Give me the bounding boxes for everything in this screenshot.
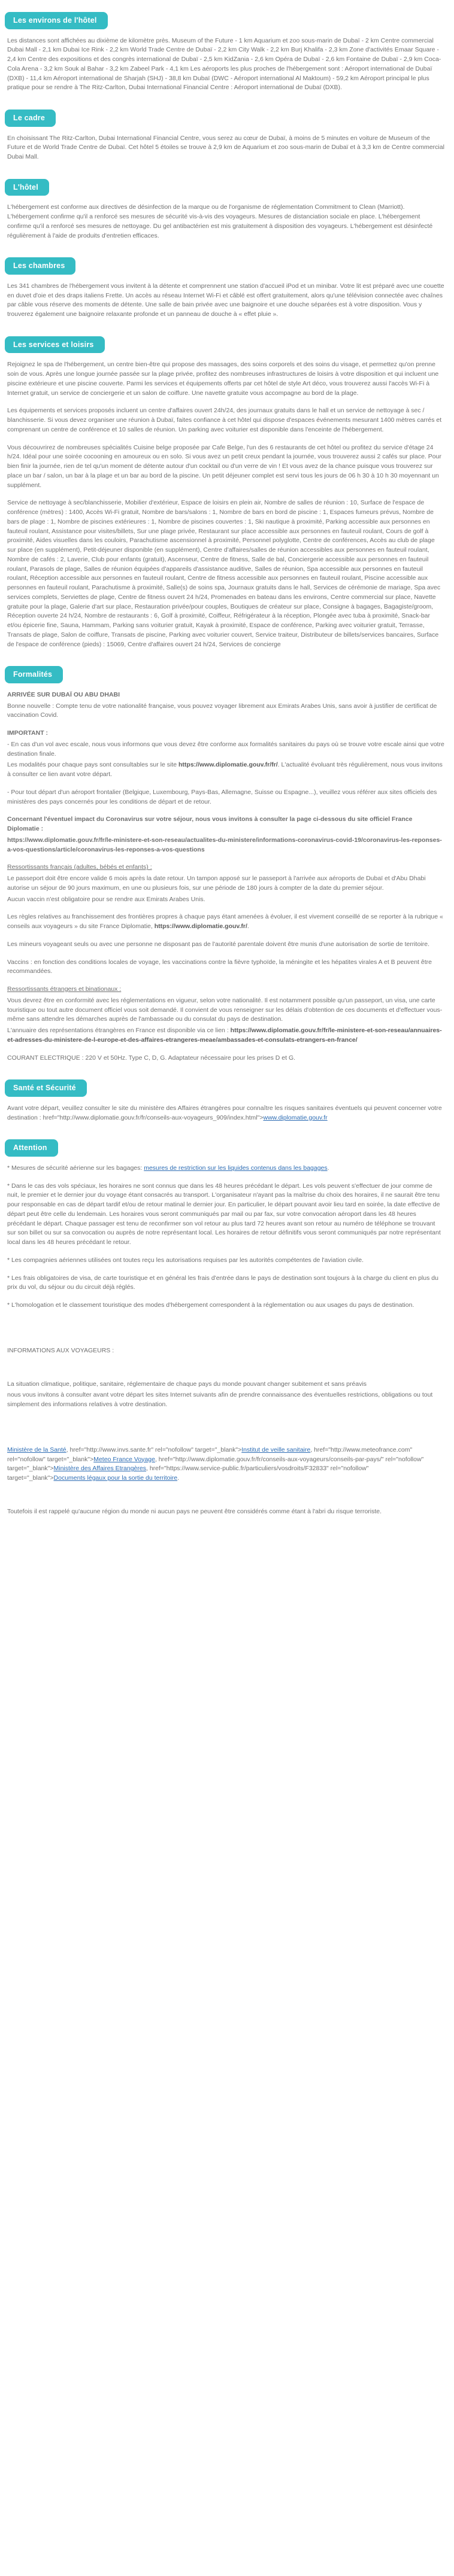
- formalites-aeroport-frontalier-text: - Pour tout départ d'un aéroport frontalier (Belgique, Luxembourg, Pays-Bas, Allemagne, Suisse ou Espagne...), veuillez vous référer aux sites officiels des ministères des pays concernés pour les conditions de départ et de retour.: [7, 788, 437, 805]
- section-header-attention: Attention: [5, 1139, 58, 1157]
- section-hotel: [5, 175, 447, 241]
- attention-frais-text: * Les frais obligatoires de visa, de carte touristique et en général les frais d'entrée dans le pays de destination sont toujours à la charge du client en plus du prix du vol, du séjour ou du circuit déjà réglés.: [7, 1274, 438, 1291]
- text-link[interactable]: Institut de veille sanitaire: [241, 1446, 311, 1453]
- text-link[interactable]: Ministère de la Santé: [7, 1446, 66, 1453]
- formalites-arrivee-text: Bonne nouvelle : Compte tenu de votre nationalité française, vous pouvez voyager librement aux Emirats Arabes Unis, sans avoir à justifier de certificat de vaccination Covid.: [7, 702, 437, 719]
- formalites-vaccin-text: Aucun vaccin n'est obligatoire pour se rendre aux Emirats Arabes Unis.: [7, 895, 205, 903]
- section-header-cadre: Le cadre: [5, 110, 56, 127]
- formalites-mineurs-text: Les mineurs voyageant seuls ou avec une personne ne disposant pas de l'autorité parentale doivent être munis d'une autorisation de sortie de territoire.: [7, 940, 430, 948]
- formalites-frontieres-text: Les règles relatives au franchissement des frontières propres à chaque pays étant amenées à évoluer, il est vivement conseillé de se reporter à la rubrique « conseils aux voyageurs » du site France Diplomatie, https://www.diplomatie.gouv.fr/.: [7, 913, 443, 930]
- section-formalites: [5, 662, 447, 1063]
- section-services: [5, 333, 447, 650]
- formalites-vaccins-reco-text: Vaccins : en fonction des conditions locales de voyage, les vaccinations contre la fièvre typhoïde, la méningite et les hépatites virales A et B peuvent être recommandées.: [7, 958, 432, 975]
- section-attention: [5, 1136, 447, 1516]
- formalites-annuaire-text: L'annuaire des représentations étrangères en France est disponible via ce lien : https://www.diplomatie.gouv.fr/fr/le-ministere-et-son-reseau/annuaires-et-adresses-du-ministere-de-l-europe-et-des-affaires-etrangeres-meae/ambassades-et-consulats-etrangers-en-france/: [7, 1027, 442, 1044]
- section-header-sante: Santé et Sécurité: [5, 1079, 87, 1097]
- section-header-hotel: L'hôtel: [5, 179, 49, 196]
- formalites-modalites-text: Les modalités pour chaque pays sont consultables sur le site https://www.diplomatie.gouv.fr/fr/. L'actualité évoluant très régulièrement, nous vous invitons à consulter ce lien avant votre départ.: [7, 761, 443, 778]
- formalites-important-title: IMPORTANT :: [7, 729, 49, 737]
- cadre-text: En choisissant The Ritz-Carlton, Dubai International Financial Centre, vous serez au cœur de Dubaï, à moins de 5 minutes en voiture de Museum of the Future et de World Trade Centre de Dubaï. Cet hôtel 5 étoiles se trouve à 2,9 km de Aquarium et zoo sous-marin de Dubaï et à 3,3 km de Centre commercial Dubai Mall.: [7, 134, 444, 160]
- attention-bagages-text: * Mesures de sécurité aérienne sur les bagages: mesures de restriction sur les liquides contenus dans les bagages.: [7, 1164, 329, 1172]
- formalites-ressortissants-etrangers-title: Ressortissants étrangers et binationaux :: [7, 986, 122, 993]
- services-restauration-text: Vous découvrirez de nombreuses spécialités Cuisine belge proposée par Cafe Belge, l'un des 6 restaurants de cet hôtel ou profitez du service d'étage 24 h/24. Idéal pour une soirée cocooning en amoureux ou en solo. Si vous avez un petit creux pendant la journée, vous trouverez aussi 2 cafés sur place. Pour bien finir la journée, rien de tel qu'un moment de détente autour d'un cocktail ou d'un verre de vin ! Et vous avez de la chance puisque vous trouverez sur place un bar / salon, un bar à la plage et un bar au bord de la piscine. Un petit déjeuner complet est servi tous les jours de 06 h 30 à 10 h 30 moyennant un supplément.: [7, 443, 441, 489]
- section-chambres: [5, 254, 447, 320]
- formalites-arrivee-title: ARRIVÉE SUR DUBAÏ OU ABU DHABI: [7, 691, 120, 698]
- section-header-formalites: Formalités: [5, 666, 63, 683]
- environs-text: Les distances sont affichées au dixième de kilomètre près. Museum of the Future - 1 km Aquarium et zoo sous-marin de Dubaï - 2 km Centre commercial Dubai Mall - 2,1 km Dubai Ice Rink - 2,2 km World Trade Centre de Dubaï - 2,2 km City Walk - 2,2 km Burj Khalifa - 2,3 km Zone d'activités Emaar Square - 2,4 km Centre des expositions et des congrès international de Dubaï - 2,5 km KidZania - 2,6 km Opéra de Dubaï - 2,6 km Fontaine de Dubaï - 2,9 km Coca-Cola Arena - 3,2 km Souk al Bahar - 3,2 km Zabeel Park - 4,1 km Les aéroports les plus proches de l'hébergement sont : Aéroport international de Dubaï (DXB) - 11,4 km Aéroport international de Sharjah (SHJ) - 38,8 km Dubaï (DWC - Aéroport international Al Maktoum) - 59,2 km Aéroport principal le plus pratique pour se rendre à The Ritz-Carlton, Dubai International Financial Centre : Aéroport international de Dubaï (DXB).: [7, 37, 441, 92]
- section-cadre: [5, 106, 447, 162]
- text-link[interactable]: www.diplomatie.gouv.fr: [263, 1114, 328, 1121]
- hotel-text: L'hébergement est conforme aux directives de désinfection de la marque ou de l'organisme de réglementation Commitment to Clean (Marriott). L'hébergement confirme qu'il a renforcé ses mesures de sécurité vis-à-vis des voyageurs. Mesures de distanciation sociale en place. L'hébergement confirme qu'il a renforcé ses mesures de nettoyage. Du gel antibactérien est mis gratuitement à disposition des voyageurs. L'hébergement est désinfecté régulièrement à l'aide de produits d'entretien efficaces.: [7, 203, 433, 239]
- section-header-environs: Les environs de l'hôtel: [5, 12, 108, 29]
- section-environs: [5, 8, 447, 93]
- formalites-coronavirus-intro: Concernant l'éventuel impact du Coronavirus sur votre séjour, nous vous invitons à consulter la page ci-dessous du site officiel France Diplomatie :: [7, 816, 413, 832]
- spacer: [5, 1319, 447, 1346]
- services-amenities-list: Service de nettoyage à sec/blanchisserie, Mobilier d'extérieur, Espace de loisirs en plein air, Nombre de salles de réunion : 10, Surface de l'espace de conférence (mètres) : 1400, Accès Wi-Fi gratuit, Nombre de bars/salons : 1, Nombre de bars en bord de piscine : 1, Espaces fumeurs prévus, Nombre de bars de plage : 1, Nombre de piscines extérieures : 1, Nombre de piscines couvertes : 1, Ski nautique à proximité, Parking accessible aux personnes en fauteuil roulant, Assistance pour visites/billets, Sur une plage privée, Restaurant sur place accessible aux personnes en fauteuil roulant, Cours de golf à proximité, Aides visuelles dans les couloirs, Parachutisme ascensionnel à proximité, Personnel polyglotte, Centre de conférences, Accès au club de plage sur place (en supplément), Petit-déjeuner disponible (en supplément), Centre d'affaires/salles de réunion accessibles aux personnes en fauteuil roulant, Nombre de cafés : 2, Laverie, Club pour enfants (gratuit), Ascenseur, Centre de fitness, Salle de bal, Conciergerie accessible aux personnes en fauteuil roulant, Parasols de plage, Salles de réunion équipées d'appareils d'assistance auditive, Salles de réunion, Spa accessible aux personnes en fauteuil roulant, Réception accessible aux personnes en fauteuil roulant, Centre de fitness accessible aux personnes en fauteuil roulant, Piscine accessible aux personnes en fauteuil roulant, Parachutisme à proximité, Salle(s) de soins spa, Journaux gratuits dans le hall, Services de cérémonie de mariage, Spa avec services complets, Serviettes de plage, Centre de fitness ouvert 24 h/24, Promenades en bateau dans les environs, Centre commercial sur place, Navette gratuite pour la plage, Galerie d'art sur place, Restauration privée/pour couples, Boutiques de créateur sur place, Consigne à bagages, Bagagiste/groom, Réception ouverte 24 h/24, Nombre de restaurants : 6, Golf à proximité, Coiffeur, Réfrigérateur à la réception, Plongée avec tuba à proximité, Snack-bar et/ou épicerie fine, Sauna, Hammam, Parking sans voiturier gratuit, Kayak à proximité, Espace de conférence, Parking avec voiturier gratuit, Terrasse, Transats de plage, Salon de coiffure, Transats de piscine, Parking avec voiturier couvert, Service traiteur, Distributeur de billets/services bancaires, Surface de l'espace de conférence (pieds) : 15069, Centre d'affaires ouvert 24 h/24, Services de concierge: [7, 499, 441, 648]
- services-equipements-text: Les équipements et services proposés incluent un centre d'affaires ouvert 24h/24, des journaux gratuits dans le hall et un service de nettoyage à sec / blanchisserie. Si vous devez organiser une réunion à Dubaï, faites confiance à cet hôtel qui dispose d'espaces événements mesurant 1400 mètres carrés et comprenant un centre de conférence et 10 salles de réunion. Un parking avec voiturier est disponible dans l'enceinte de l'hébergement.: [7, 407, 442, 433]
- attention-terrorisme-text: Toutefois il est rappelé qu'aucune région du monde ni aucun pays ne peuvent être considérés comme étant à l'abri du risque terroriste.: [7, 1507, 382, 1515]
- formalites-escale-text: - En cas d'un vol avec escale, nous vous informons que vous devez être conforme aux formalités sanitaires du pays où se trouve votre escale ainsi que votre destination finale.: [7, 740, 444, 758]
- formalites-reglementations-text: Vous devrez être en conformité avec les réglementations en vigueur, selon votre nationalité. Il est notamment possible qu'un passeport, un visa, une carte touristique ou tout autre document officiel vous soit demandé. Il convient de vous renseigner sur les délais d'obtention de ces documents et d'effectuer vous-même sans attendre les démarches auprès de l'ambassade ou du consulat du pays de destination.: [7, 996, 443, 1023]
- sante-text: Avant votre départ, veuillez consulter le site du ministère des Affaires étrangères pour connaître les risques sanitaires éventuels qui peuvent concerner votre destination : href="http://www.diplomatie.gouv.fr/fr/conseils-aux-voyageurs_909/index.html">www.diplomatie.gouv.fr: [7, 1104, 442, 1121]
- services-intro-text: Rejoignez le spa de l'hébergement, un centre bien-être qui propose des massages, des soins corporels et des soins du visage, et permettez qu'on prenne soin de vous. Après une longue journée passée sur la plage privée, profitez des nombreuses infrastructures de loisirs à votre disposition et qui incluent une piscine extérieure et une piscine couverte. Parmi les services et équipements offerts par cet hôtel de style Art déco, vous trouverez aussi l'accès Wi-Fi à Internet gratuit, un service de conciergerie et un salon de coiffure. Une navette gratuite vous accompagne au bord de la plage.: [7, 361, 439, 397]
- formalites-ressortissants-fr-title: Ressortissants français (adultes, bébés et enfants) :: [7, 863, 152, 871]
- spacer: [5, 1364, 447, 1380]
- formalites-passeport-text: Le passeport doit être encore valide 6 mois après la date retour. Un tampon apposé sur le passeport à l'arrivée aux aéroports de Dubaï et d'Abu Dhabi autorise un séjour de 90 jours maximum, en une ou plusieurs fois, sur une période de 180 jours à compter de la date du premier séjour.: [7, 875, 426, 892]
- section-header-chambres: Les chambres: [5, 257, 75, 275]
- text-link[interactable]: mesures de restriction sur les liquides contenus dans les bagages: [144, 1164, 328, 1172]
- chambres-text: Les 341 chambres de l'hébergement vous invitent à la détente et comprennent une station d'accueil iPod et un minibar. Votre lit est préparé avec une couette en duvet d'oie et des draps italiens Frette. Un accès au réseau Internet Wi-Fi et câblé est offert gratuitement, alors qu'une télévision connectée avec chaînes par câble vous réserve des moments de détente. Une salle de bain privée avec une baignoire et une douche séparées est à votre disposition. Vous y trouverez également une baignoire relaxante profonde et un panneau de douche à « effet pluie ».: [7, 282, 444, 318]
- section-header-services: Les services et loisirs: [5, 336, 105, 354]
- text-link[interactable]: Ministère des Affaires Etrangères: [53, 1465, 146, 1473]
- spacer: [5, 1418, 447, 1446]
- attention-vols-text: * Dans le cas des vols spéciaux, les horaires ne sont connus que dans les 48 heures précédant le départ. Les vols peuvent s'effectuer de jour comme de nuit, le premier et le dernier jour du voyage étant consacrés au transport. L'organisateur n'ayant pas la maîtrise du choix des horaires, il ne saurait être tenu pour responsable en cas de départ tardif et/ou de retour matinal le dernier jour. En particulier, le départ pouvant avoir lieu tard en soirée, la date effective de départ peut être celle du lendemain. Les horaires vous seront communiqués par mail ou par fax, sur votre convocation aéroport dans les 48 heures précédant le départ. Chaque passager est tenu de reconfirmer son vol retour au plus tard 72 heures avant son retour au numéro de téléphone se trouvant sur son billet ou sur sa convocation ou auprès de notre représentant local. Les horaires de retour définitifs vous seront communiqués par notre représentant local dans les 48 heures précédant le retour.: [7, 1182, 441, 1246]
- formalites-courant-text: COURANT ELECTRIQUE : 220 V et 50Hz. Type C, D, G. Adaptateur nécessaire pour les prises D et G.: [7, 1054, 296, 1062]
- section-sante: [5, 1076, 447, 1123]
- attention-compagnies-text: * Les compagnies aériennes utilisées ont toutes reçu les autorisations requises par les autorités compétentes de l'aviation civile.: [7, 1256, 364, 1264]
- formalites-coronavirus-url: https://www.diplomatie.gouv.fr/fr/le-ministere-et-son-reseau/actualites-du-ministere/informations-coronavirus-covid-19/coronavirus-les-reponses-a-vos-questions/article/coronavirus-les-reponses-a-vos-questions: [7, 836, 442, 853]
- attention-homologation-text: * L'homologation et le classement touristique des modes d'hébergement correspondent à la réglementation ou aux usages du pays de destination.: [7, 1301, 414, 1309]
- spacer: [5, 1492, 447, 1507]
- attention-informations-title: INFORMATIONS AUX VOYAGEURS :: [7, 1346, 114, 1354]
- text-link[interactable]: Meteo France Voyage: [93, 1455, 155, 1463]
- attention-consulter-text: nous vous invitons à consulter avant votre départ les sites Internet suivants afin de prendre connaissance des éventuelles restrictions, obligations ou tout simplement des informations relatives à votre destination.: [7, 1391, 433, 1408]
- text-link[interactable]: Documents légaux pour la sortie du territoire: [53, 1474, 178, 1482]
- attention-links-text: Ministère de la Santé, href="http://www.invs.sante.fr" rel="nofollow" target="_blank">Institut de veille sanitaire, href="http://www.meteofrance.com" rel="nofollow" target="_blank">Meteo France Voyage, href="http://www.diplomatie.gouv.fr/fr/conseils-aux-voyageurs/conseils-par-pays/" rel="nofollow" target="_blank">Ministère des Affaires Etrangères, href="https://www.service-public.fr/particuliers/vosdroits/F32833" rel="nofollow" target="_blank">Documents légaux pour la sortie du territoire.: [7, 1446, 424, 1482]
- attention-situation-text: La situation climatique, politique, sanitaire, réglementaire de chaque pays du monde pouvant changer subitement et sans préavis: [7, 1380, 367, 1388]
